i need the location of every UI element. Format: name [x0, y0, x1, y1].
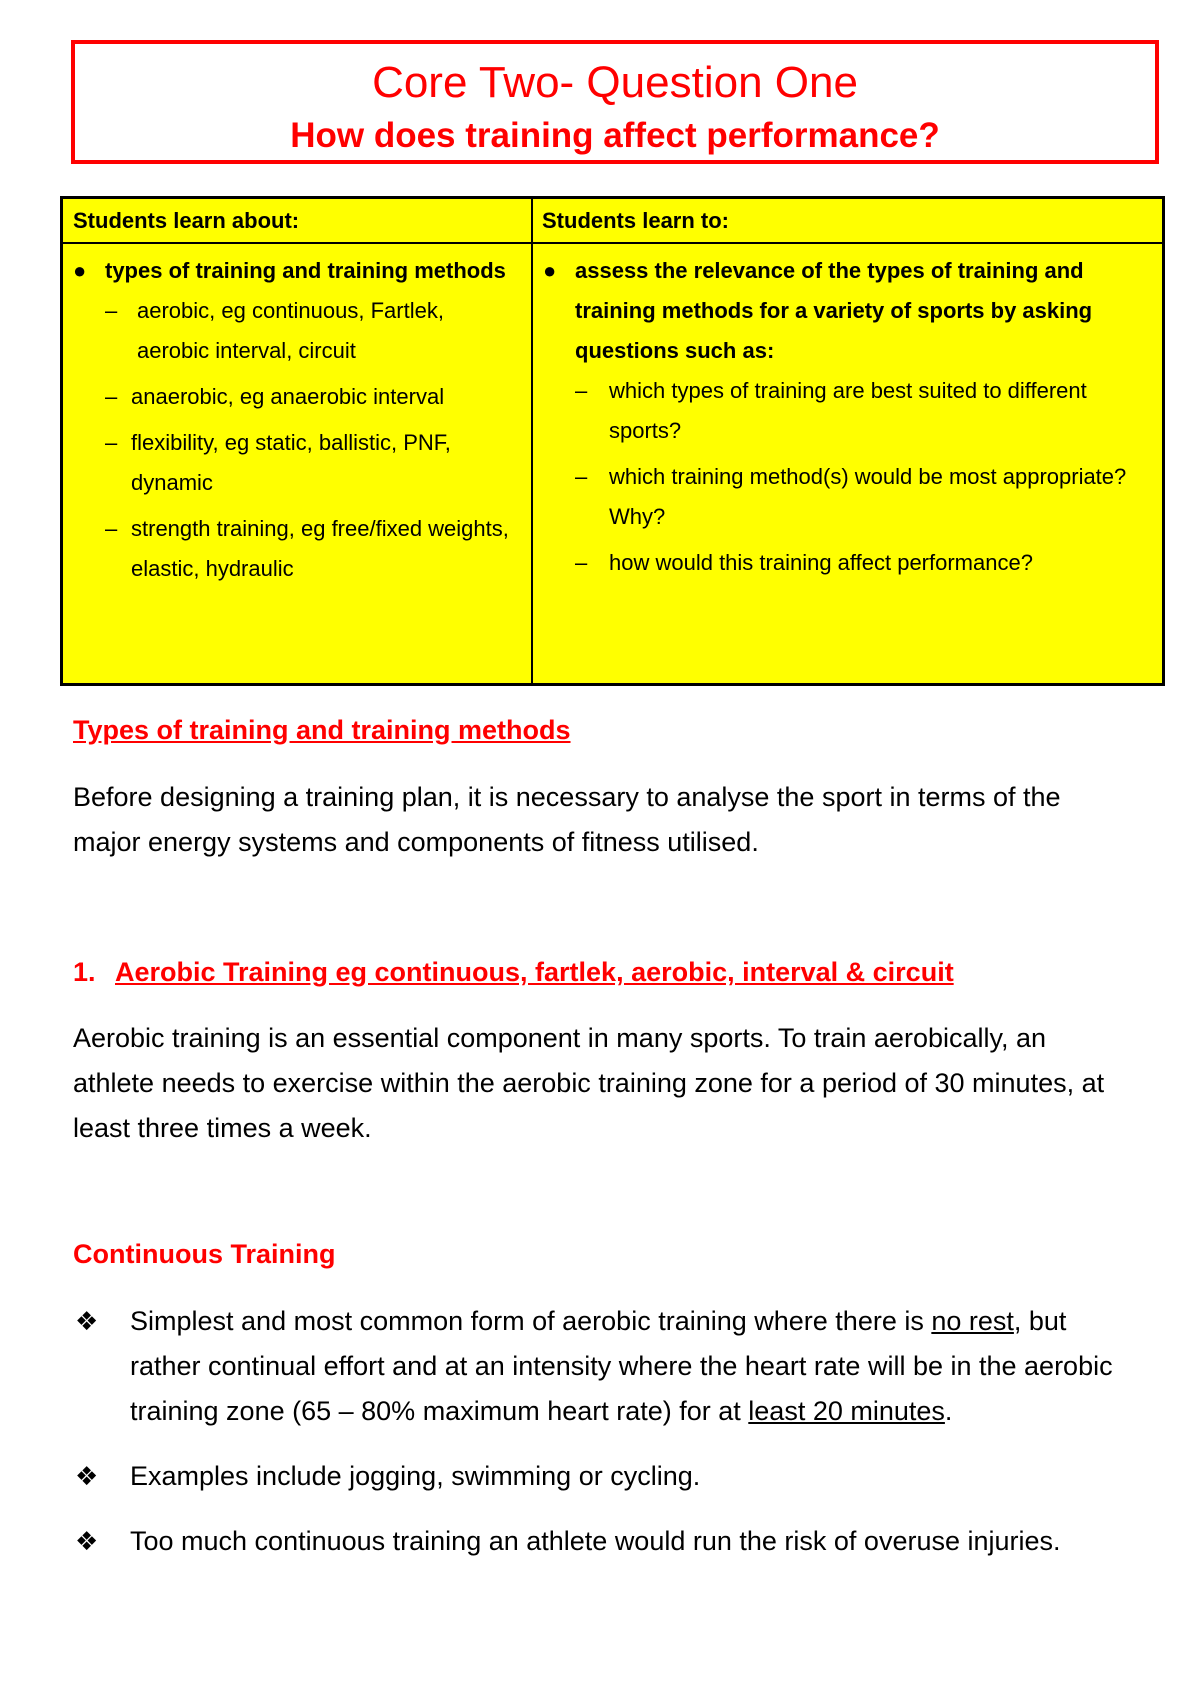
learn-about-heading: Students learn about:: [73, 208, 300, 233]
aerobic-training-paragraph: Aerobic training is an essential component in many sports. To train aerobically, an athlete needs to exercise within the aerobic training zone for a period of 30 minutes, at least three times a week.: [73, 1023, 1105, 1143]
types-of-training-paragraph: Before designing a training plan, it is necessary to analyse the sport in terms of the major energy systems and components of fitness utilised.: [73, 782, 1061, 857]
dash-icon: –: [105, 430, 118, 455]
no-rest-emphasis: no rest: [931, 1306, 1014, 1336]
list-item: – which types of training are best suited to different sports?: [533, 371, 1158, 451]
four-diamond-bullet-icon: ❖: [75, 1306, 99, 1336]
list-item: – how would this training affect performance?: [533, 543, 1158, 583]
bullet-dot-icon: ●: [73, 258, 87, 283]
list-item: – which training method(s) would be most appropriate? Why?: [533, 457, 1158, 537]
section-number: 1.: [73, 957, 96, 987]
title-box: [71, 40, 1159, 164]
dash-icon: –: [105, 516, 118, 541]
learn-about-sub-list: [63, 291, 513, 589]
dash-icon: –: [105, 298, 118, 323]
aerobic-training-heading: [73, 952, 954, 992]
list-item: – aerobic, eg continuous, Fartlek, aerobic interval, circuit: [63, 291, 513, 371]
continuous-training-list: [73, 1299, 1133, 1584]
header-divider: [63, 242, 1162, 244]
list-item: ❖ Simplest and most common form of aerobic training where there is no rest, but rather continual effort and at an intensity where the heart rate will be in the aerobic training zone (65 – 80% maximum heart rate) for at least 20 minutes.: [73, 1299, 1133, 1434]
learn-to-column: [533, 251, 1158, 589]
learn-about-column: [63, 251, 513, 595]
page-title: Core Two- Question One: [372, 58, 858, 107]
learn-to-sub-list: [533, 371, 1158, 583]
dash-icon: –: [575, 550, 588, 575]
learn-about-main-item: ● types of training and training methods: [63, 251, 513, 291]
dash-icon: –: [575, 378, 588, 403]
list-item: – strength training, eg free/fixed weights, elastic, hydraulic: [63, 509, 513, 589]
aerobic-training-heading-text: Aerobic Training eg continuous, fartlek, aerobic, interval & circuit: [115, 957, 954, 987]
list-item: – flexibility, eg static, ballistic, PNF, dynamic: [63, 423, 513, 503]
learn-to-main-item: ● assess the relevance of the types of training and training methods for a variety of sports by asking questions such as:: [533, 251, 1158, 371]
least-20-minutes-emphasis: least 20 minutes: [748, 1396, 945, 1426]
four-diamond-bullet-icon: ❖: [75, 1461, 99, 1491]
list-item: ❖ Examples include jogging, swimming or cycling.: [73, 1454, 1133, 1499]
page-subtitle: How does training affect performance?: [290, 116, 940, 155]
learn-to-heading: Students learn to:: [542, 208, 730, 233]
bullet-dot-icon: ●: [543, 258, 557, 283]
continuous-training-heading: Continuous Training: [73, 1239, 336, 1269]
types-of-training-heading: Types of training and training methods: [73, 715, 571, 745]
four-diamond-bullet-icon: ❖: [75, 1526, 99, 1556]
list-item: – anaerobic, eg anaerobic interval: [63, 377, 513, 417]
dash-icon: –: [575, 464, 588, 489]
dash-icon: –: [105, 384, 118, 409]
syllabus-table: [60, 196, 1165, 686]
list-item: ❖ Too much continuous training an athlete would run the risk of overuse injuries.: [73, 1519, 1133, 1564]
